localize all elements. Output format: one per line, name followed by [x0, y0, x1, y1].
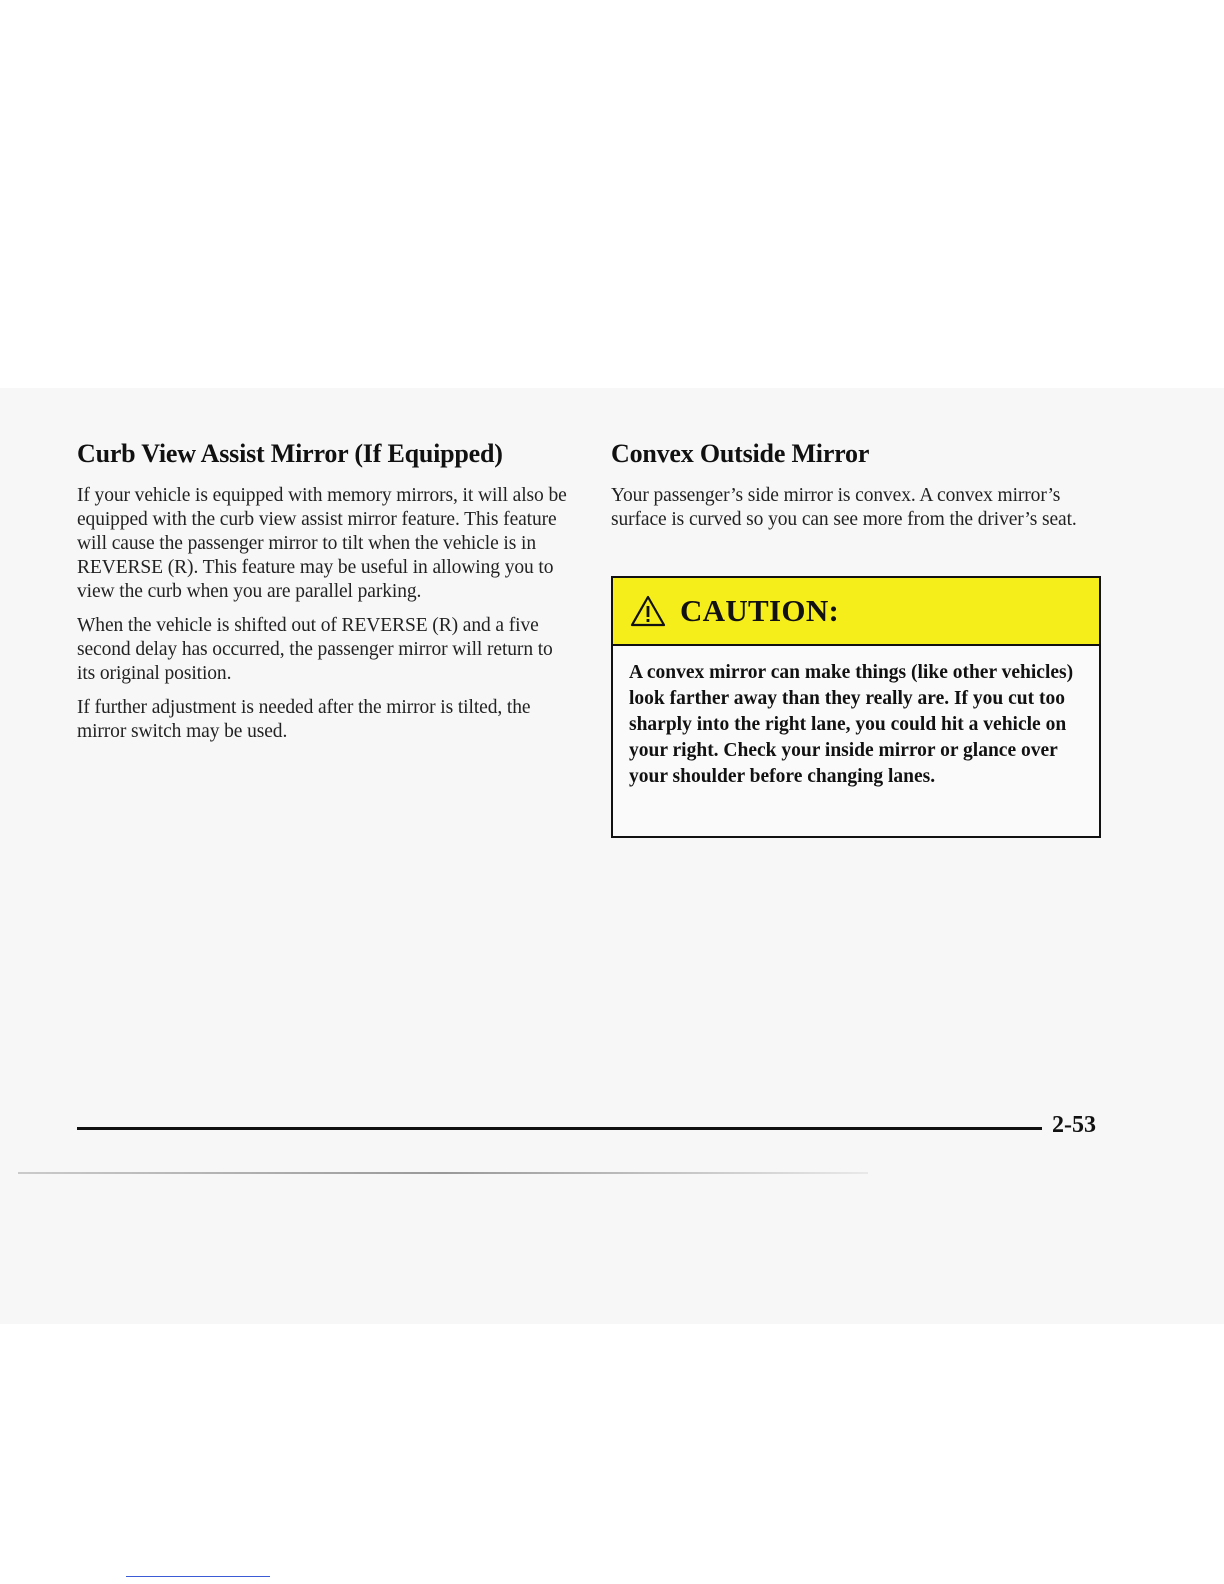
- caution-box: [611, 576, 1101, 838]
- blue-rule: [126, 1576, 270, 1577]
- right-column: [611, 438, 1101, 542]
- paragraph: If further adjustment is needed after the mirror is tilted, the mirror switch may be used.: [77, 697, 531, 742]
- paragraph: Your passenger’s side mirror is convex. A convex mirror’s surface is curved so you can see more from the driver’s seat.: [611, 485, 1077, 530]
- left-column: [77, 438, 567, 754]
- page-number: 2-53: [1052, 1112, 1096, 1138]
- scan-artifact-line: [18, 1172, 868, 1174]
- caution-text: A convex mirror can make things (like other vehicles) look farther away than they really are. If you cut too sharply into the right lane, you could hit a vehicle on your right. Check your inside mirror or glance over your shoulder before changing lanes.: [629, 662, 1074, 787]
- caution-title: CAUTION:: [680, 593, 840, 628]
- warning-triangle-icon: [630, 595, 666, 627]
- caution-header: [613, 578, 1099, 646]
- footer-rule: [77, 1127, 1042, 1130]
- section-heading-convex-mirror: Convex Outside Mirror: [611, 439, 870, 468]
- paragraph: When the vehicle is shifted out of REVERSE (R) and a five second delay has occurred, the passenger mirror will return to its original position.: [77, 615, 553, 684]
- section-heading-curb-view-assist: Curb View Assist Mirror (If Equipped): [77, 439, 503, 468]
- paragraph: If your vehicle is equipped with memory mirrors, it will also be equipped with the curb view assist mirror feature. This feature will cause the passenger mirror to tilt when the vehicle is in REVERSE (R). This feature may be useful in allowing you to view the curb when you are parallel parking.: [77, 485, 567, 602]
